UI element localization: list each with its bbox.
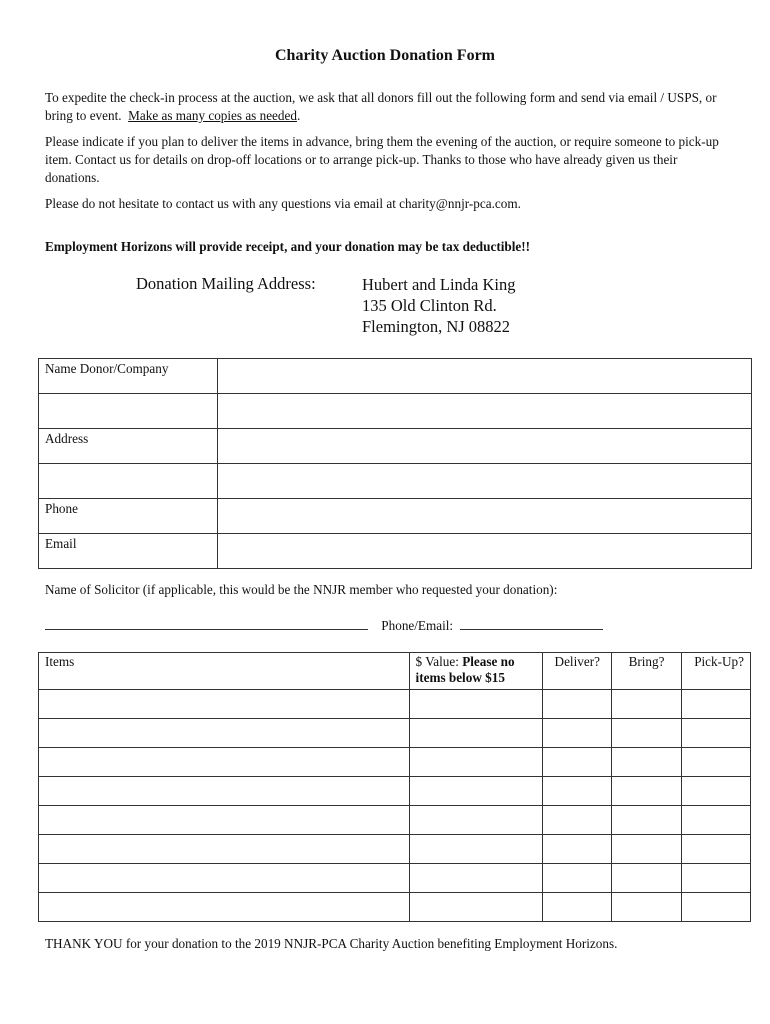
blank-label xyxy=(39,464,218,499)
deliver-cell[interactable] xyxy=(543,719,612,748)
deliver-cell[interactable] xyxy=(543,777,612,806)
donor-name-field[interactable] xyxy=(218,359,752,394)
email-row xyxy=(39,534,752,569)
bring-cell[interactable] xyxy=(612,777,681,806)
pickup-cell[interactable] xyxy=(681,690,750,719)
pickup-cell[interactable] xyxy=(681,806,750,835)
item-cell[interactable] xyxy=(39,777,410,806)
table-row xyxy=(39,806,751,835)
address-row xyxy=(39,429,752,464)
deliver-cell[interactable] xyxy=(543,806,612,835)
value-cell[interactable] xyxy=(409,748,543,777)
pickup-column-header: Pick-Up? xyxy=(681,653,750,690)
items-header-row xyxy=(39,653,751,690)
phone-row xyxy=(39,499,752,534)
value-minimum-note: Please no items below $15 xyxy=(415,654,515,685)
bring-cell[interactable] xyxy=(612,806,681,835)
intro-text: To expedite the check-in process at the auction, we ask that all donors fill out the following form and send via email / USPS, or bring to event. xyxy=(45,90,717,123)
deliver-cell[interactable] xyxy=(543,748,612,777)
value-cell[interactable] xyxy=(409,864,543,893)
item-cell[interactable] xyxy=(39,893,410,922)
donor-info-table xyxy=(38,358,752,569)
solicitor-phone-email-field[interactable] xyxy=(460,617,603,630)
donor-name-field-2[interactable] xyxy=(218,394,752,429)
pickup-cell[interactable] xyxy=(681,719,750,748)
table-row xyxy=(39,835,751,864)
item-cell[interactable] xyxy=(39,690,410,719)
deliver-cell[interactable] xyxy=(543,864,612,893)
value-cell[interactable] xyxy=(409,835,543,864)
address-field-2[interactable] xyxy=(218,464,752,499)
value-cell[interactable] xyxy=(409,719,543,748)
deliver-column-header: Deliver? xyxy=(543,653,612,690)
table-row xyxy=(39,719,751,748)
intro-paragraph-3: Please do not hesitate to contact us with any questions via email at charity@nnjr-pca.com. xyxy=(45,196,521,211)
page-title: Charity Auction Donation Form xyxy=(275,47,495,64)
address-label: Address xyxy=(39,429,218,464)
solicitor-line xyxy=(45,617,745,634)
table-row xyxy=(39,690,751,719)
value-cell[interactable] xyxy=(409,777,543,806)
donor-name-label: Name Donor/Company xyxy=(39,359,218,394)
donor-name-row-2 xyxy=(39,394,752,429)
table-row xyxy=(39,893,751,922)
pickup-cell[interactable] xyxy=(681,748,750,777)
mailing-address-label: Donation Mailing Address: xyxy=(136,274,316,293)
bring-cell[interactable] xyxy=(612,690,681,719)
pickup-cell[interactable] xyxy=(681,864,750,893)
item-cell[interactable] xyxy=(39,864,410,893)
value-cell[interactable] xyxy=(409,893,543,922)
intro-paragraph-1 xyxy=(45,89,735,125)
mailing-address xyxy=(362,274,516,337)
address-field[interactable] xyxy=(218,429,752,464)
value-cell[interactable] xyxy=(409,690,543,719)
solicitor-name-field[interactable] xyxy=(45,617,368,630)
item-cell[interactable] xyxy=(39,748,410,777)
email-label: Email xyxy=(39,534,218,569)
mailing-line-3: Flemington, NJ 08822 xyxy=(362,317,511,336)
deliver-cell[interactable] xyxy=(543,835,612,864)
table-row xyxy=(39,864,751,893)
bring-cell[interactable] xyxy=(612,864,681,893)
intro-paragraph-2: Please indicate if you plan to deliver the items in advance, bring them the evening of the auction, or require someone to pick-up item. Contact us for details on drop-off locations or to arrange pick-up. Thanks to those who have already given us their donations. xyxy=(45,134,719,185)
value-cell[interactable] xyxy=(409,806,543,835)
deliver-cell[interactable] xyxy=(543,690,612,719)
item-cell[interactable] xyxy=(39,806,410,835)
table-row xyxy=(39,748,751,777)
solicitor-label: Name of Solicitor (if applicable, this would be the NNJR member who requested your donation): xyxy=(45,582,558,597)
thank-you-footer: THANK YOU for your donation to the 2019 NNJR-PCA Charity Auction benefiting Employment Horizons. xyxy=(45,936,618,951)
item-cell[interactable] xyxy=(39,719,410,748)
email-field[interactable] xyxy=(218,534,752,569)
blank-label xyxy=(39,394,218,429)
phone-email-label: Phone/Email: xyxy=(381,618,454,633)
mailing-line-2: 135 Old Clinton Rd. xyxy=(362,296,497,315)
items-column-header: Items xyxy=(39,653,410,690)
pickup-cell[interactable] xyxy=(681,835,750,864)
deliver-cell[interactable] xyxy=(543,893,612,922)
copies-note: Make as many copies as needed xyxy=(128,108,297,123)
period: . xyxy=(296,108,301,123)
bring-cell[interactable] xyxy=(612,893,681,922)
items-table xyxy=(38,652,751,922)
bring-column-header: Bring? xyxy=(612,653,681,690)
pickup-cell[interactable] xyxy=(681,777,750,806)
donor-name-row xyxy=(39,359,752,394)
tax-notice: Employment Horizons will provide receipt, and your donation may be tax deductible!! xyxy=(45,239,531,254)
phone-field[interactable] xyxy=(218,499,752,534)
bring-cell[interactable] xyxy=(612,719,681,748)
address-row-2 xyxy=(39,464,752,499)
mailing-line-1: Hubert and Linda King xyxy=(362,275,516,294)
bring-cell[interactable] xyxy=(612,748,681,777)
bring-cell[interactable] xyxy=(612,835,681,864)
value-prefix: $ Value: xyxy=(415,654,463,669)
item-cell[interactable] xyxy=(39,835,410,864)
phone-label: Phone xyxy=(39,499,218,534)
pickup-cell[interactable] xyxy=(681,893,750,922)
value-column-header xyxy=(409,653,543,690)
table-row xyxy=(39,777,751,806)
